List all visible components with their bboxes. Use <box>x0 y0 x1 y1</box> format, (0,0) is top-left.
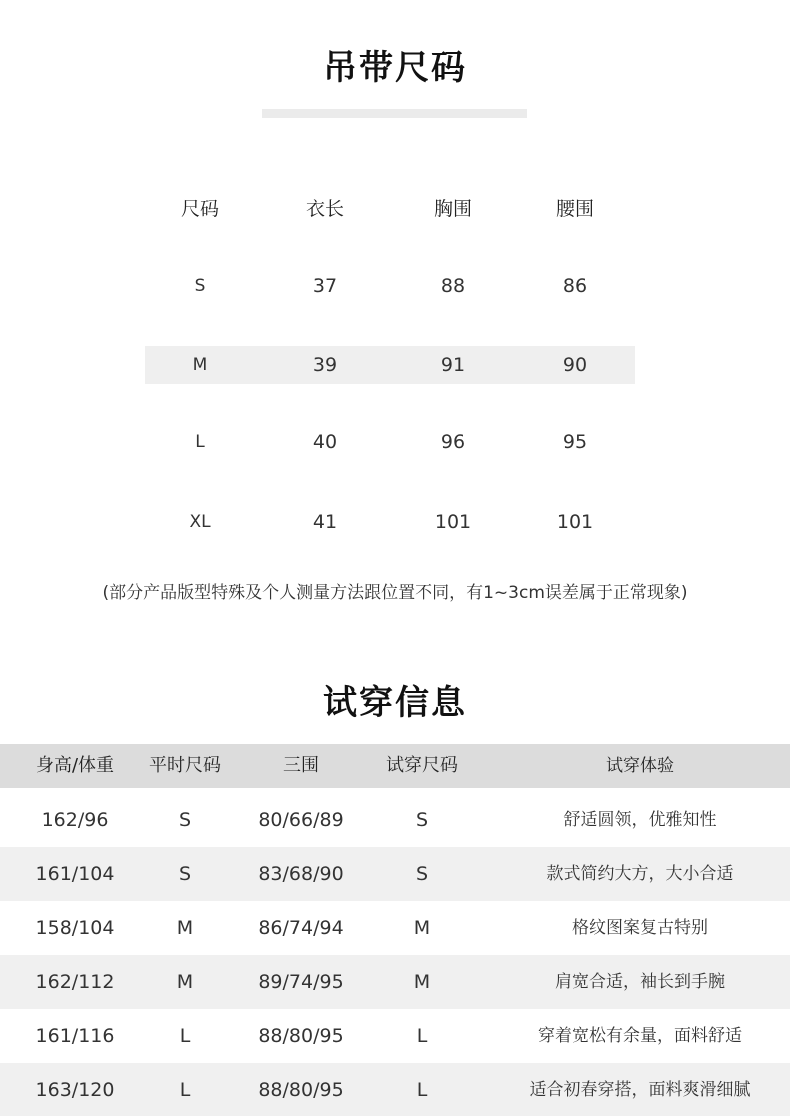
waist-cell: 90 <box>562 354 588 376</box>
tried-size-cell: M <box>413 917 431 939</box>
size-chart-row <box>145 503 635 541</box>
size-header-bust: 胸围 <box>433 198 472 220</box>
measurements-cell: 88/80/95 <box>258 1025 344 1047</box>
table-row <box>0 901 790 955</box>
measurements-cell: 80/66/89 <box>258 809 344 831</box>
fit-header-experience: 试穿体验 <box>606 756 674 776</box>
usual-size-cell: M <box>176 917 194 939</box>
experience-cell: 穿着宽松有余量，面料舒适 <box>538 1026 742 1046</box>
waist-cell: 86 <box>562 275 588 297</box>
height-weight-cell: 161/116 <box>35 1025 115 1047</box>
length-cell: 41 <box>312 511 338 533</box>
experience-cell: 格纹图案复古特别 <box>572 918 708 938</box>
table-row <box>0 793 790 847</box>
fit-header-height-weight: 身高/体重 <box>35 755 115 776</box>
length-cell: 37 <box>312 275 338 297</box>
experience-cell: 舒适圆领，优雅知性 <box>563 810 717 830</box>
size-chart-header-row <box>145 190 635 228</box>
tried-size-cell: S <box>415 863 429 885</box>
usual-size-cell: M <box>176 971 194 993</box>
height-weight-cell: 162/112 <box>35 971 115 993</box>
measurements-cell: 89/74/95 <box>258 971 344 993</box>
size-cell: L <box>195 432 205 452</box>
usual-size-cell: L <box>179 1025 191 1047</box>
measurements-cell: 86/74/94 <box>258 917 344 939</box>
tried-size-cell: L <box>416 1079 428 1101</box>
length-cell: 40 <box>312 431 338 453</box>
length-cell: 39 <box>312 354 338 376</box>
size-header-size: 尺码 <box>180 198 219 220</box>
experience-cell: 款式简约大方，大小合适 <box>546 864 734 884</box>
bust-cell: 88 <box>440 275 466 297</box>
experience-cell: 适合初春穿搭，面料爽滑细腻 <box>529 1080 751 1100</box>
size-header-length: 衣长 <box>305 198 344 220</box>
size-chart-title: 吊带尺码 <box>323 48 467 88</box>
height-weight-cell: 162/96 <box>41 809 109 831</box>
table-row <box>0 847 790 901</box>
table-row <box>0 1009 790 1063</box>
fit-header-tried-size: 试穿尺码 <box>386 755 458 776</box>
size-header-waist: 腰围 <box>555 198 594 220</box>
experience-cell: 肩宽合适，袖长到手腕 <box>555 972 725 992</box>
measurement-note: (部分产品版型特殊及个人测量方法跟位置不同，有1~3cm误差属于正常现象) <box>102 583 688 603</box>
size-cell: S <box>194 276 206 296</box>
height-weight-cell: 161/104 <box>35 863 115 885</box>
bust-cell: 96 <box>440 431 466 453</box>
waist-cell: 101 <box>556 511 594 533</box>
table-row <box>0 1063 790 1116</box>
usual-size-cell: S <box>178 809 192 831</box>
title-underline-bar <box>262 109 527 118</box>
size-chart-row <box>145 346 635 384</box>
measurements-cell: 83/68/90 <box>258 863 344 885</box>
height-weight-cell: 163/120 <box>35 1079 115 1101</box>
tried-size-cell: S <box>415 809 429 831</box>
bust-cell: 101 <box>434 511 472 533</box>
fitting-header-row <box>0 744 790 788</box>
size-chart-row <box>145 267 635 305</box>
fit-header-usual-size: 平时尺码 <box>149 755 221 776</box>
fitting-info-title: 试穿信息 <box>323 683 467 723</box>
size-cell: M <box>192 355 208 375</box>
table-row <box>0 955 790 1009</box>
size-cell: XL <box>189 512 211 532</box>
measurements-cell: 88/80/95 <box>258 1079 344 1101</box>
waist-cell: 95 <box>562 431 588 453</box>
usual-size-cell: L <box>179 1079 191 1101</box>
tried-size-cell: L <box>416 1025 428 1047</box>
height-weight-cell: 158/104 <box>35 917 115 939</box>
tried-size-cell: M <box>413 971 431 993</box>
bust-cell: 91 <box>440 354 466 376</box>
fit-header-measurements: 三围 <box>283 755 319 776</box>
size-chart-row <box>145 423 635 461</box>
usual-size-cell: S <box>178 863 192 885</box>
